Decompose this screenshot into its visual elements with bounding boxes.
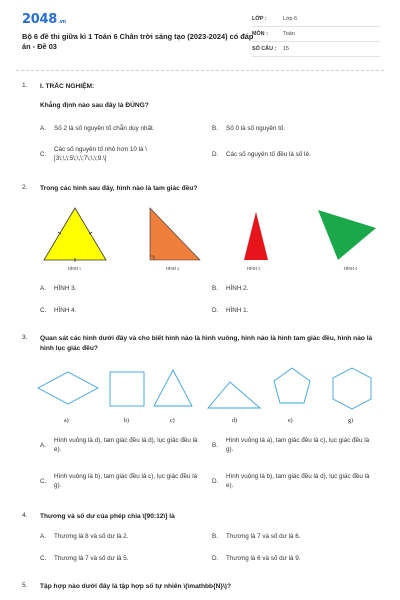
answer-option[interactable] <box>40 436 205 454</box>
option-text: HÌNH 2. <box>226 285 249 292</box>
figure-caption: c) <box>170 418 175 424</box>
figure-caption: b) <box>124 418 129 424</box>
option-letter: A. <box>40 125 46 132</box>
question-number: 1. <box>22 82 28 89</box>
document-meta <box>252 12 380 57</box>
figure-g-hexagon <box>333 368 371 409</box>
figure-3-isosceles-triangle <box>244 212 268 271</box>
answer-option[interactable] <box>40 554 200 563</box>
option-text: Hình vuông là b), tam giác đều là d), lục giác đều là e). <box>226 473 370 490</box>
answer-option[interactable] <box>212 472 377 490</box>
meta-row-class <box>252 12 380 27</box>
option-letter: C. <box>40 150 47 158</box>
meta-key: LỚP : <box>252 15 267 22</box>
option-text: Thương là 8 và số dư là 2. <box>54 533 129 540</box>
logo-text: 2048 <box>22 12 57 27</box>
answer-option[interactable] <box>212 436 377 454</box>
figure-b-square <box>110 372 144 406</box>
question-number: 2. <box>22 184 28 191</box>
answer-option[interactable] <box>40 284 200 293</box>
option-letter: A. <box>40 441 46 449</box>
option-text: Hình vuông là a), tam giác đều là c), lục giác đều là g). <box>226 437 370 454</box>
option-letter: C. <box>40 477 47 485</box>
answer-option[interactable] <box>212 306 372 315</box>
option-text: HÌNH 3. <box>54 285 77 292</box>
meta-value: Toán <box>283 30 295 37</box>
option-letter: D. <box>212 555 219 562</box>
figure-caption: g) <box>348 418 353 424</box>
option-letter: D. <box>212 151 219 158</box>
option-letter: A. <box>40 533 46 540</box>
figure-e-pentagon <box>274 368 310 403</box>
figure-caption: e) <box>288 418 293 424</box>
option-letter: C. <box>40 307 47 314</box>
answer-option[interactable] <box>40 124 200 133</box>
figure-caption: a) <box>64 418 69 424</box>
answer-option[interactable] <box>40 306 200 315</box>
site-logo[interactable] <box>22 12 66 28</box>
figure-caption: HÌNH 4 <box>344 266 357 271</box>
answer-option[interactable] <box>212 284 372 293</box>
question-text: Khẳng định nào sau đây là ĐÚNG? <box>40 102 149 109</box>
option-letter: D. <box>212 307 219 314</box>
figure-caption: HÌNH 1 <box>68 266 81 271</box>
option-letter: C. <box>40 555 47 562</box>
document-header <box>0 0 400 62</box>
figure-d-triangle <box>208 382 260 408</box>
option-text: Các số nguyên tố đều là số lẻ. <box>226 151 311 158</box>
option-text: Các số nguyên tố nhỏ hơn 10 là \ [3\;\,\;5\;\,\;7\;\,\;9.\] <box>54 146 148 163</box>
option-text: Thương là 6 và số dư là 9. <box>226 555 301 562</box>
option-text: Số 0 là số nguyên tố. <box>226 125 286 132</box>
answer-option[interactable] <box>40 472 205 490</box>
option-text: HÌNH 4. <box>54 307 77 314</box>
option-letter: B. <box>212 441 218 449</box>
meta-key: SỐ CÂU : <box>252 45 277 52</box>
question-text: Trong các hình sau đây, hình nào là tam giác đều? <box>40 185 198 192</box>
answer-option[interactable] <box>40 145 200 163</box>
question-number: 3. <box>22 334 28 341</box>
question-text: Thương và số dư của phép chia \[90:12\] là <box>40 513 175 520</box>
option-text: Thương là 7 và số dư là 5. <box>54 555 129 562</box>
figure-caption: HÌNH 3 <box>247 266 260 271</box>
meta-row-subject <box>252 27 380 42</box>
option-letter: B. <box>212 533 218 540</box>
meta-value: Lớp 6 <box>283 15 298 22</box>
option-letter: B. <box>212 285 218 292</box>
option-text: Hình vuông là b), tam giác đều là c), lục giác đều là g). <box>54 473 198 490</box>
option-letter: A. <box>40 285 46 292</box>
figure-c-triangle <box>154 370 192 406</box>
figure-2-right-triangle <box>150 208 200 271</box>
triangle-figures <box>30 204 380 274</box>
option-letter: B. <box>212 125 218 132</box>
meta-key: MÔN : <box>252 30 268 37</box>
figure-caption: HÌNH 2 <box>166 266 179 271</box>
option-text: Số 2 là số nguyên tố chẵn duy nhất. <box>54 125 155 132</box>
answer-option[interactable] <box>212 554 372 563</box>
question-text: Tập hợp nào dưới đây là tập hợp số tự nhiên \(\mathbb{N}\)? <box>40 583 232 590</box>
answer-option[interactable] <box>40 532 200 541</box>
document-title: Bộ 6 đề thi giữa kì 1 Toán 6 Chân trời sáng tạo (2023-2024) có đáp án - Đề 03 <box>22 32 254 51</box>
meta-row-count <box>252 42 380 57</box>
figure-4-obtuse-triangle <box>318 210 376 271</box>
question-number: 5. <box>22 582 28 589</box>
header-divider <box>16 70 384 71</box>
option-text: Hình vuông là d), tam giác đều là d), lục giác đều là e). <box>54 437 198 454</box>
option-text: Thương là 7 và số dư là 6. <box>226 533 301 540</box>
answer-option[interactable] <box>212 532 372 541</box>
section-heading: I. TRẮC NGHIỆM: <box>40 83 95 90</box>
answer-option[interactable] <box>212 124 372 133</box>
question-number: 4. <box>22 512 28 519</box>
answer-option[interactable] <box>212 150 377 159</box>
option-letter: D. <box>212 477 219 485</box>
shape-figures <box>34 364 384 432</box>
logo-suffix: .vn <box>57 19 66 25</box>
figure-1-equilateral-triangle <box>44 208 106 271</box>
figure-caption: d) <box>232 418 237 424</box>
meta-value: 15 <box>283 45 289 52</box>
question-text: Quan sát các hình dưới đây và cho biết hình nào là hình vuông, hình nào là hình tam giác đều, hình nào là hình lục giác đều? <box>40 335 373 352</box>
option-text: HÌNH 1. <box>226 307 249 314</box>
figure-a-rhombus <box>38 372 98 404</box>
